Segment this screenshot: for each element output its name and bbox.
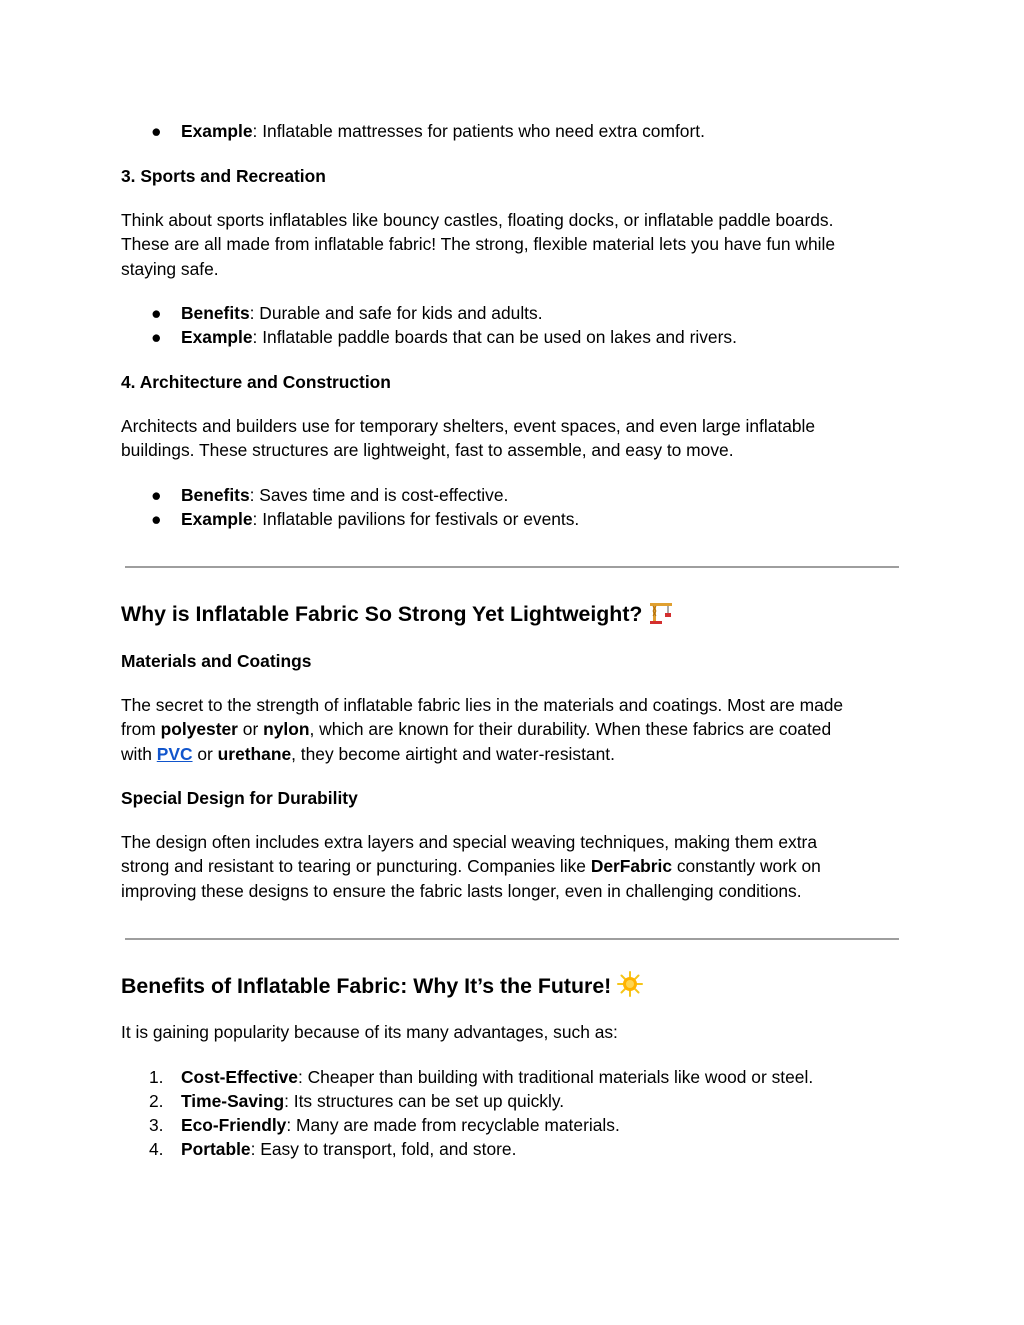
paragraph-line: The design often includes extra layers and special weaving techniques, making them extra: [121, 832, 818, 852]
paragraph-line: strong and resistant to tearing or puncturing. Companies like DerFabric constantly work on: [121, 856, 821, 877]
item-text: : Easy to transport, fold, and store.: [250, 1139, 517, 1159]
pvc-link[interactable]: PVC: [156, 743, 193, 764]
section-title: [121, 599, 901, 632]
bullet: ●: [151, 121, 162, 141]
section-title-text: Benefits of Inflatable Fabric: Why It’s the Future!: [121, 974, 612, 999]
item-text: : Durable and safe for kids and adults.: [249, 303, 543, 323]
item-label: Time-Saving: [181, 1091, 285, 1111]
list-number: 2.: [149, 1091, 164, 1111]
item-text: : Its structures can be set up quickly.: [284, 1091, 565, 1111]
list-number: 3.: [149, 1115, 164, 1135]
item-label: Portable: [181, 1139, 251, 1159]
horizontal-rule: [125, 566, 899, 568]
paragraph-line: staying safe.: [121, 258, 219, 279]
item-text: : Cheaper than building with traditional materials like wood or steel.: [297, 1067, 814, 1087]
item-label: Example: [181, 121, 253, 141]
paragraph-line: Think about sports inflatables like bouncy castles, floating docks, or inflatable paddle boards.: [121, 210, 834, 230]
paragraph: [121, 208, 901, 281]
list-number: 4.: [149, 1139, 164, 1159]
item-label: Eco-Friendly: [181, 1115, 287, 1135]
paragraph: It is gaining popularity because of its many advantages, such as:: [121, 1022, 618, 1042]
paragraph: [121, 830, 901, 903]
bullet: ●: [151, 327, 162, 347]
paragraph: [121, 414, 901, 463]
paragraph-line: Architects and builders use for temporary shelters, event spaces, and even large inflatable: [121, 416, 816, 436]
paragraph-line: with PVC or urethane, they become airtight and water-resistant.: [121, 743, 615, 764]
star-icon: [617, 971, 643, 1004]
section-title: [121, 971, 901, 1004]
item-label: Benefits: [181, 485, 250, 505]
subsection-heading: Materials and Coatings: [121, 651, 312, 671]
item-text: : Saves time and is cost-effective.: [249, 485, 509, 505]
section-heading: 3. Sports and Recreation: [121, 166, 326, 186]
bullet: ●: [151, 509, 162, 529]
list-number: 1.: [149, 1067, 164, 1087]
paragraph-line: buildings. These structures are lightweight, fast to assemble, and easy to move.: [121, 440, 734, 461]
bullet: ●: [151, 303, 162, 323]
bullet: ●: [151, 485, 162, 505]
crane-icon: [648, 599, 674, 632]
item-text: : Inflatable paddle boards that can be used on lakes and rivers.: [252, 327, 737, 347]
item-label: Example: [181, 509, 253, 529]
item-text: : Many are made from recyclable materials.: [286, 1115, 620, 1135]
subsection-heading: Special Design for Durability: [121, 788, 358, 808]
item-label: Benefits: [181, 303, 250, 323]
horizontal-rule: [125, 938, 899, 940]
item-label: Cost-Effective: [181, 1067, 298, 1087]
paragraph-line: These are all made from inflatable fabric! The strong, flexible material lets you have fun while: [121, 234, 836, 255]
item-label: Example: [181, 327, 253, 347]
paragraph: [121, 693, 901, 766]
item-text: : Inflatable pavilions for festivals or events.: [252, 509, 580, 529]
paragraph-line: The secret to the strength of inflatable fabric lies in the materials and coatings. Most are made: [121, 695, 844, 715]
paragraph-line: from polyester or nylon, which are known for their durability. When these fabrics are coated: [121, 719, 832, 740]
item-text: : Inflatable mattresses for patients who need extra comfort.: [252, 121, 705, 141]
section-title-text: Why is Inflatable Fabric So Strong Yet Lightweight?: [121, 602, 643, 627]
paragraph-line: improving these designs to ensure the fabric lasts longer, even in challenging conditions.: [121, 880, 802, 901]
section-heading: 4. Architecture and Construction: [121, 372, 391, 392]
